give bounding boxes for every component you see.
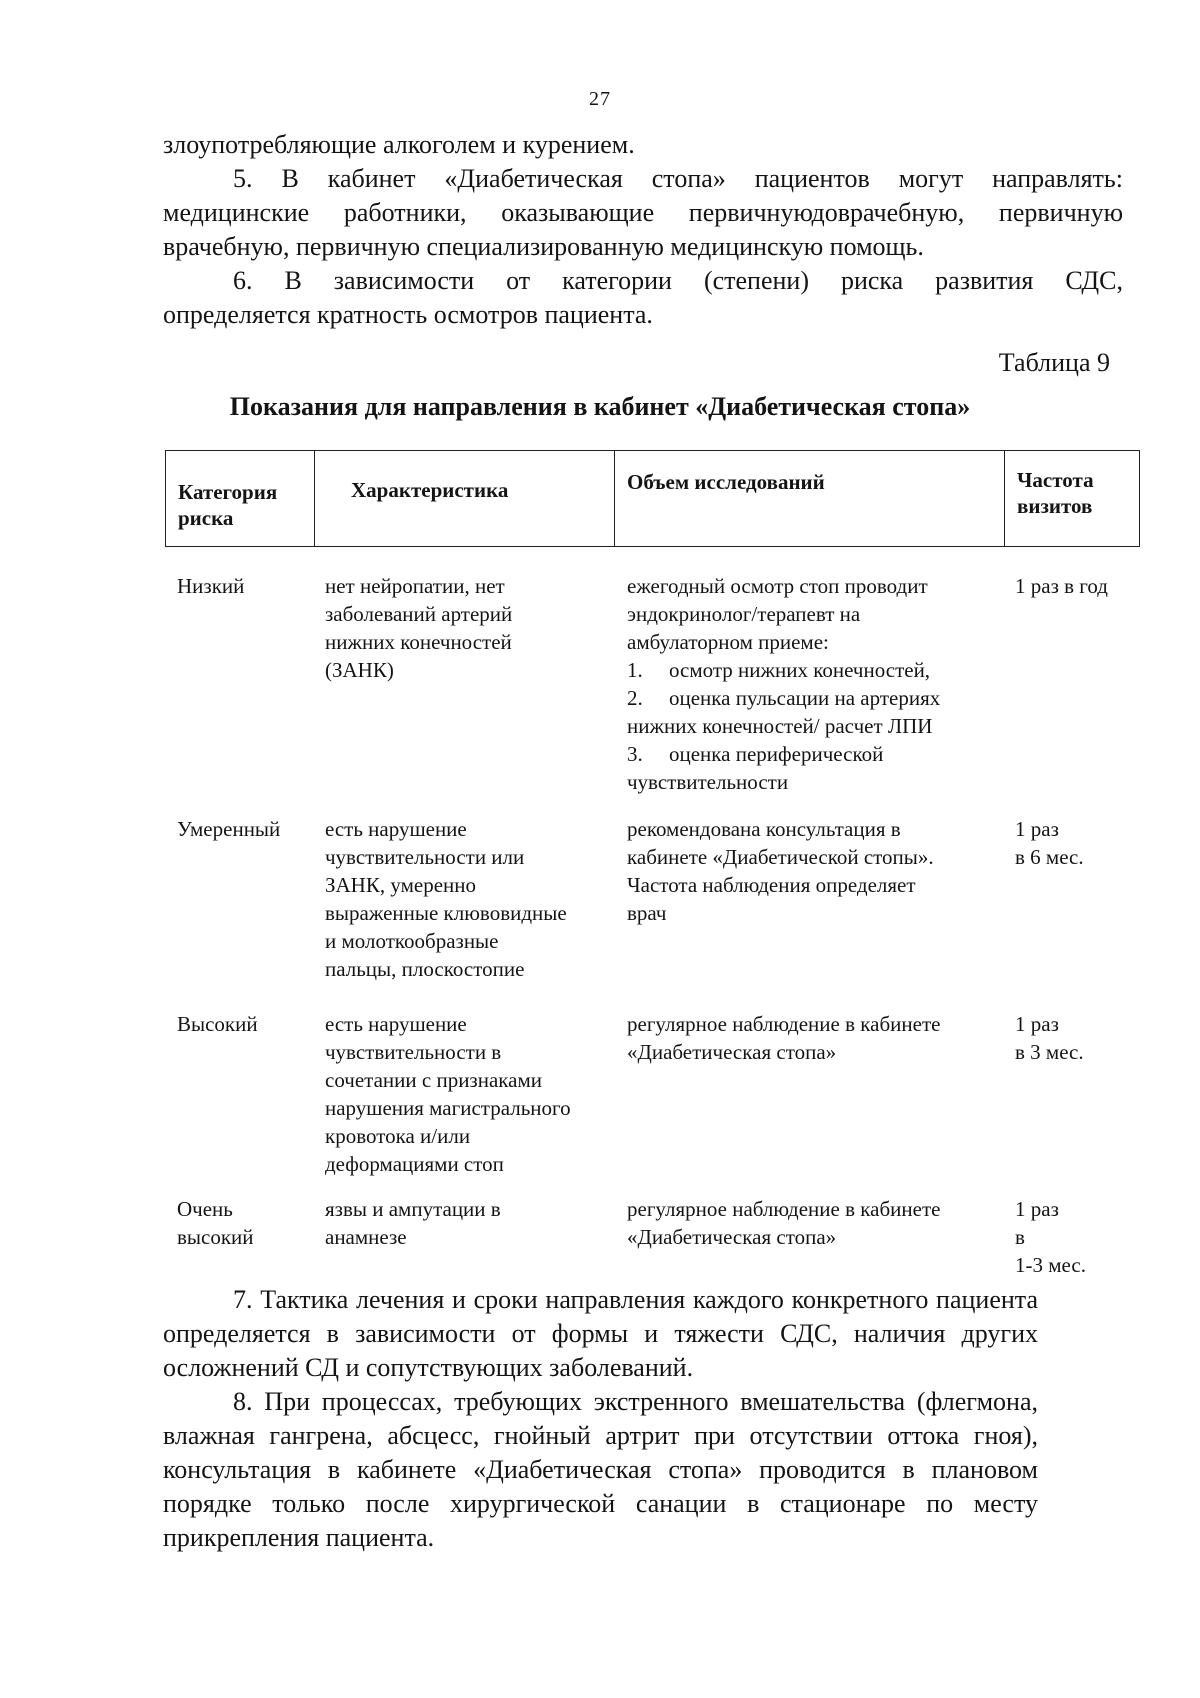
cell-visit-frequency bbox=[1015, 1010, 1145, 1066]
cell-characteristic bbox=[325, 572, 615, 684]
table-label: Таблица 9 bbox=[998, 348, 1110, 377]
cell-text: ежегодный осмотр стоп проводит bbox=[627, 574, 928, 598]
paragraph bbox=[163, 1385, 1038, 1555]
table-header-text: Категория bbox=[178, 480, 278, 504]
list-text: оценка пульсации на артериях bbox=[669, 686, 941, 710]
cell-text: кровотока и/или bbox=[325, 1124, 471, 1148]
list-number: 2. bbox=[627, 686, 643, 710]
cell-text: и молоткообразные bbox=[325, 929, 499, 953]
paragraph-line: порядке только после хирургической санации в стационаре по месту bbox=[163, 1489, 1038, 1518]
list-text: оценка периферической bbox=[669, 742, 884, 766]
table-header-text: Частота bbox=[1017, 468, 1094, 492]
cell-text: регулярное наблюдение в кабинете bbox=[627, 1197, 941, 1221]
cell-text: выраженные клювовидные bbox=[325, 901, 567, 925]
cell-risk-category bbox=[177, 1010, 307, 1038]
cell-text: Высокий bbox=[177, 1012, 258, 1036]
cell-visit-frequency bbox=[1015, 1195, 1145, 1279]
paragraph-line: 8. При процессах, требующих экстренного вмешательства (флегмона, bbox=[233, 1387, 1038, 1416]
cell-text: Низкий bbox=[177, 574, 245, 598]
paragraph-line: определяется кратность осмотров пациента. bbox=[163, 300, 653, 329]
cell-risk-category bbox=[177, 572, 307, 600]
cell-visit-frequency bbox=[1015, 572, 1145, 600]
paragraph bbox=[163, 1283, 1038, 1385]
cell-examination-scope bbox=[627, 1010, 1007, 1066]
cell-text: нижних конечностей bbox=[325, 630, 512, 654]
cell-text: чувствительности bbox=[627, 770, 789, 794]
cell-text: ЗАНК, умеренно bbox=[325, 873, 476, 897]
page-number: 27 bbox=[589, 88, 611, 110]
cell-text: кабинете «Диабетической стопы». bbox=[627, 845, 934, 869]
cell-text: чувствительности или bbox=[325, 845, 525, 869]
paragraph-line: 6. В зависимости от категории (степени) риска развития СДС, bbox=[233, 266, 1123, 295]
cell-characteristic bbox=[325, 815, 615, 983]
cell-text: 1-3 мес. bbox=[1015, 1253, 1086, 1277]
cell-examination-scope bbox=[627, 1195, 1007, 1251]
cell-text: врач bbox=[627, 901, 667, 925]
cell-text: эндокринолог/терапевт на bbox=[627, 602, 861, 626]
cell-text: деформациями стоп bbox=[325, 1152, 504, 1176]
cell-examination-scope bbox=[627, 572, 1007, 796]
closing-paragraphs bbox=[163, 1283, 1038, 1555]
cell-text: нет нейропатии, нет bbox=[325, 574, 505, 598]
table-header-text: риска bbox=[178, 506, 234, 530]
cell-text: 1 раз bbox=[1015, 1197, 1059, 1221]
cell-text: Умеренный bbox=[177, 817, 281, 841]
paragraph-line: 7. Тактика лечения и сроки направления каждого конкретного пациента bbox=[233, 1285, 1038, 1314]
paragraph-line: врачебную, первичную специализированную медицинскую помощь. bbox=[163, 232, 924, 261]
paragraph-line: прикрепления пациента. bbox=[163, 1523, 435, 1552]
cell-text: высокий bbox=[177, 1225, 254, 1249]
paragraph bbox=[163, 128, 1123, 162]
table-header-text: Объем исследований bbox=[627, 470, 825, 494]
paragraph-line: осложнений СД и сопутствующих заболеваний. bbox=[163, 1353, 694, 1382]
table-header-cell bbox=[1004, 451, 1139, 546]
table-header-text: Характеристика bbox=[351, 478, 509, 502]
table-header-text: визитов bbox=[1017, 494, 1093, 518]
paragraph-line: консультация в кабинете «Диабетическая стопа» проводится в плановом bbox=[163, 1455, 1038, 1484]
cell-text: сочетании с признаками bbox=[325, 1068, 543, 1092]
cell-risk-category bbox=[177, 815, 307, 843]
cell-text: Очень bbox=[177, 1197, 233, 1221]
cell-text: нарушения магистрального bbox=[325, 1096, 571, 1120]
table-header bbox=[165, 450, 1140, 547]
cell-risk-category bbox=[177, 1195, 307, 1251]
cell-characteristic bbox=[325, 1010, 615, 1178]
cell-text: 1 раз bbox=[1015, 1012, 1059, 1036]
cell-text: язвы и ампутации в bbox=[325, 1197, 501, 1221]
paragraph bbox=[163, 162, 1123, 264]
cell-visit-frequency bbox=[1015, 815, 1145, 871]
paragraph-line: влажная гангрена, абсцесс, гнойный артрит при отсутствии оттока гноя), bbox=[163, 1421, 1038, 1450]
cell-text: заболеваний артерий bbox=[325, 602, 513, 626]
cell-text: «Диабетическая стопа» bbox=[627, 1040, 837, 1064]
cell-text: нижних конечностей/ расчет ЛПИ bbox=[627, 714, 933, 738]
table-title: Показания для направления в кабинет «Диабетическая стопа» bbox=[229, 392, 971, 421]
paragraph-line: медицинские работники, оказывающие первичнуюдоврачебную, первичную bbox=[163, 198, 1123, 227]
cell-text: анамнезе bbox=[325, 1225, 407, 1249]
cell-text: амбулаторном приеме: bbox=[627, 630, 829, 654]
table-header-cell bbox=[166, 451, 314, 546]
cell-text: 1 раз в год bbox=[1015, 574, 1108, 598]
cell-examination-scope bbox=[627, 815, 1007, 927]
cell-characteristic bbox=[325, 1195, 615, 1251]
list-text: осмотр нижних конечностей, bbox=[669, 658, 931, 682]
list-number: 1. bbox=[627, 658, 643, 682]
paragraph-line: 5. В кабинет «Диабетическая стопа» пациентов могут направлять: bbox=[233, 164, 1123, 193]
paragraph-line: определяется в зависимости от формы и тяжести СДС, наличия других bbox=[163, 1319, 1038, 1348]
cell-text bbox=[627, 740, 1007, 768]
intro-paragraphs bbox=[163, 128, 1123, 332]
cell-text: чувствительности в bbox=[325, 1040, 502, 1064]
cell-text: 1 раз bbox=[1015, 817, 1059, 841]
cell-text: в 3 мес. bbox=[1015, 1040, 1084, 1064]
table-header-cell bbox=[614, 451, 1004, 546]
cell-text: Частота наблюдения определяет bbox=[627, 873, 916, 897]
cell-text: в bbox=[1015, 1225, 1025, 1249]
cell-text: есть нарушение bbox=[325, 1012, 467, 1036]
cell-text: регулярное наблюдение в кабинете bbox=[627, 1012, 941, 1036]
cell-text: в 6 мес. bbox=[1015, 845, 1084, 869]
cell-text: пальцы, плоскостопие bbox=[325, 957, 525, 981]
cell-text bbox=[627, 684, 1007, 712]
paragraph-line: злоупотребляющие алкоголем и курением. bbox=[163, 130, 635, 159]
cell-text: (ЗАНК) bbox=[325, 658, 394, 682]
cell-text: есть нарушение bbox=[325, 817, 467, 841]
cell-text: рекомендована консультация в bbox=[627, 817, 901, 841]
cell-text: «Диабетическая стопа» bbox=[627, 1225, 837, 1249]
cell-text bbox=[627, 656, 1007, 684]
table-header-cell bbox=[314, 451, 614, 546]
paragraph bbox=[163, 264, 1123, 332]
list-number: 3. bbox=[627, 742, 643, 766]
